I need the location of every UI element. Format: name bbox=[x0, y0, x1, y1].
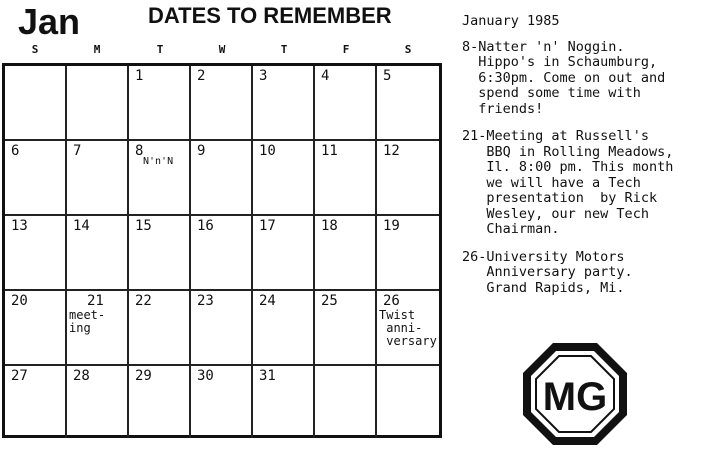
month-title: Jan bbox=[18, 1, 81, 42]
weekday-mon: M bbox=[93, 43, 101, 56]
day-number: 25 bbox=[321, 293, 338, 309]
calendar-day-cell bbox=[253, 366, 315, 438]
event-day: 21- bbox=[462, 128, 487, 144]
calendar-day-cell bbox=[5, 291, 67, 366]
day-number: 3 bbox=[259, 68, 268, 84]
day-note: Twist anni- versary bbox=[379, 308, 437, 348]
day-note: meet- ing bbox=[69, 308, 106, 335]
event-item bbox=[462, 129, 724, 238]
day-number: 13 bbox=[11, 218, 28, 234]
calendar-day-cell bbox=[377, 66, 439, 141]
day-number: 1 bbox=[135, 68, 144, 84]
weekday-header bbox=[2, 43, 442, 59]
day-number: 2 bbox=[197, 68, 206, 84]
day-number: 12 bbox=[383, 143, 400, 159]
calendar-day-cell bbox=[315, 216, 377, 291]
calendar-day-cell bbox=[315, 141, 377, 216]
calendar-day-cell bbox=[377, 141, 439, 216]
day-number: 6 bbox=[11, 143, 20, 159]
day-number: 30 bbox=[197, 368, 214, 384]
calendar-day-cell bbox=[5, 141, 67, 216]
event-item bbox=[462, 40, 724, 118]
event-day: 26- bbox=[462, 248, 487, 265]
calendar-day-cell bbox=[191, 141, 253, 216]
weekday-thu: T bbox=[280, 43, 288, 56]
day-number: 26 bbox=[383, 293, 400, 309]
day-number: 27 bbox=[11, 368, 28, 384]
day-number: 31 bbox=[259, 368, 276, 384]
weekday-fri: F bbox=[342, 43, 350, 56]
day-number: 14 bbox=[73, 218, 90, 234]
calendar-day-cell bbox=[377, 366, 439, 438]
calendar-day-cell bbox=[67, 66, 129, 141]
event-text: University Motors Anniversary party. Grand Rapids, Mi. bbox=[486, 248, 633, 296]
calendar-day-cell bbox=[377, 291, 439, 366]
calendar-day-cell bbox=[315, 291, 377, 366]
day-number: 16 bbox=[197, 218, 214, 234]
events-header: January 1985 bbox=[462, 13, 560, 29]
day-number: 9 bbox=[197, 143, 206, 159]
calendar-day-cell bbox=[129, 291, 191, 366]
calendar-day-cell bbox=[253, 66, 315, 141]
calendar-day-cell bbox=[191, 216, 253, 291]
calendar-day-cell bbox=[67, 141, 129, 216]
calendar-day-cell bbox=[129, 216, 191, 291]
day-number: 19 bbox=[383, 218, 400, 234]
calendar-day-cell bbox=[253, 141, 315, 216]
event-text: Natter 'n' Noggin. Hippo's in Schaumburg, 6:30pm. Come on out and spend some time with friends! bbox=[478, 38, 666, 117]
day-number: 18 bbox=[321, 218, 338, 234]
calendar-day-cell bbox=[315, 66, 377, 141]
day-number: 22 bbox=[135, 293, 152, 309]
weekday-tue: T bbox=[156, 43, 164, 56]
logo-text: MG bbox=[542, 375, 608, 419]
calendar-day-cell bbox=[5, 366, 67, 438]
calendar-day-cell bbox=[253, 216, 315, 291]
day-number: 8 bbox=[135, 143, 144, 159]
calendar-day-cell bbox=[67, 291, 129, 366]
day-number: 15 bbox=[135, 218, 152, 234]
calendar-day-cell bbox=[191, 291, 253, 366]
day-number: 7 bbox=[73, 143, 82, 159]
weekday-sun: S bbox=[31, 43, 39, 56]
calendar-day-cell bbox=[315, 366, 377, 438]
day-number: 4 bbox=[321, 68, 330, 84]
calendar-day-cell bbox=[5, 216, 67, 291]
events-panel bbox=[462, 14, 724, 308]
calendar-day-cell bbox=[67, 366, 129, 438]
day-number: 10 bbox=[259, 143, 276, 159]
day-number: 29 bbox=[135, 368, 152, 384]
calendar-day-cell bbox=[191, 366, 253, 438]
calendar-day-cell bbox=[67, 216, 129, 291]
calendar-day-cell bbox=[5, 66, 67, 141]
calendar-day-cell bbox=[129, 366, 191, 438]
calendar-day-cell bbox=[129, 141, 191, 216]
day-number: 23 bbox=[197, 293, 214, 309]
calendar-day-cell bbox=[129, 66, 191, 141]
calendar-grid bbox=[2, 63, 442, 438]
day-number: 17 bbox=[259, 218, 276, 234]
event-text: Meeting at Russell's BBQ in Rolling Meadows, Il. 8:00 pm. This month we will have a Tech presentation by Rick Wesley, our new Tech Chairman. bbox=[486, 128, 674, 237]
day-number: 21 bbox=[87, 293, 104, 309]
event-item bbox=[462, 250, 724, 297]
weekday-sat: S bbox=[404, 43, 412, 56]
day-number: 20 bbox=[11, 293, 28, 309]
day-number: 28 bbox=[73, 368, 90, 384]
day-number: 24 bbox=[259, 293, 276, 309]
day-number: 5 bbox=[383, 68, 392, 84]
calendar-day-cell bbox=[377, 216, 439, 291]
weekday-wed: W bbox=[218, 43, 226, 56]
day-number: 11 bbox=[321, 143, 338, 159]
mg-octagon-logo bbox=[520, 340, 630, 448]
calendar-day-cell bbox=[191, 66, 253, 141]
event-day: 8- bbox=[462, 38, 479, 55]
day-note: N'n'N bbox=[143, 156, 174, 167]
page-heading: DATES TO REMEMBER bbox=[148, 3, 392, 28]
calendar-day-cell bbox=[253, 291, 315, 366]
